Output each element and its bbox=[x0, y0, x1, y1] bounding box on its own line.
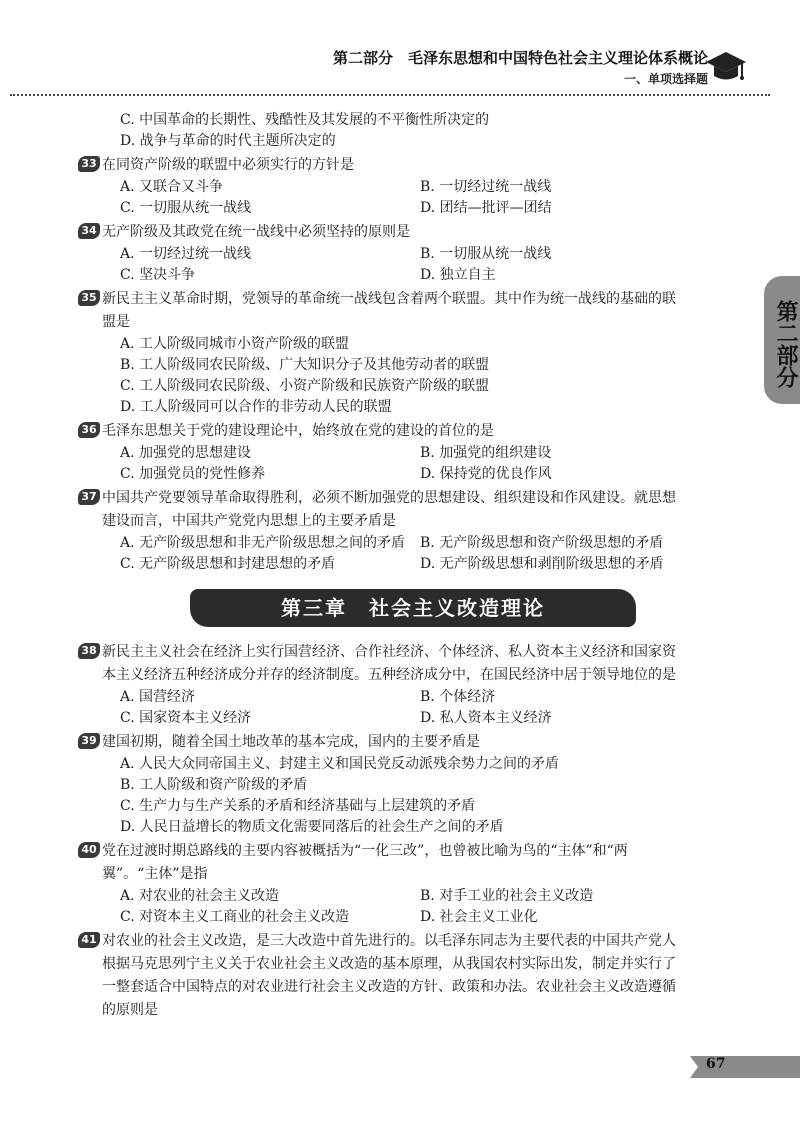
graduation-cap-icon bbox=[706, 50, 746, 86]
question-text bbox=[102, 840, 628, 886]
option-line: A. 一切经过统一战线 bbox=[120, 246, 252, 262]
option-line: D. 无产阶级思想和剥削阶级思想的矛盾 bbox=[420, 556, 664, 572]
question-text-line: 党在过渡时期总路线的主要内容被概括为“一化三改”，也曾被比喻为鸟的“主体”和“两 bbox=[102, 843, 628, 859]
question-number-badge: 38 bbox=[78, 643, 100, 659]
option-line: C. 一切服从统一战线 bbox=[120, 200, 252, 216]
option-line: B. 工人阶级和资产阶级的矛盾 bbox=[120, 777, 308, 793]
option-group bbox=[100, 687, 740, 729]
option-line: B. 无产阶级思想和资产阶级思想的矛盾 bbox=[420, 535, 664, 551]
option-line: D. 独立自主 bbox=[420, 267, 496, 283]
question-text bbox=[102, 930, 676, 1022]
option-line: A. 对农业的社会主义改造 bbox=[120, 888, 280, 904]
option-line: C. 工人阶级同农民阶级、小资产阶级和民族资产阶级的联盟 bbox=[120, 378, 490, 394]
question-stem bbox=[81, 154, 740, 177]
question-number-badge: 35 bbox=[78, 290, 100, 306]
question-text-line: 一整套适合中国特点的对农业进行社会主义改造的方针、政策和办法。农业社会主义改造遵循 bbox=[102, 979, 676, 995]
question-stem bbox=[81, 840, 740, 886]
question-stem bbox=[81, 221, 740, 244]
option-line: C. 国家资本主义经济 bbox=[120, 710, 252, 726]
question-block bbox=[81, 154, 740, 219]
option-line: B. 工人阶级同农民阶级、广大知识分子及其他劳动者的联盟 bbox=[120, 357, 490, 373]
question-block bbox=[81, 420, 740, 485]
option-line: B. 一切服从统一战线 bbox=[420, 246, 552, 262]
option-line: D. 团结—批评—团结 bbox=[420, 200, 552, 216]
question-text bbox=[102, 221, 410, 244]
question-stem bbox=[81, 930, 740, 1022]
chapter-banner bbox=[100, 583, 740, 635]
question-text-line: 的原则是 bbox=[102, 1002, 158, 1018]
question-number-badge: 41 bbox=[78, 932, 100, 948]
page-number: 67 bbox=[706, 1056, 726, 1072]
question-stem bbox=[81, 731, 740, 754]
question-text bbox=[102, 487, 676, 533]
question-text-line: 翼”。“主体”是指 bbox=[102, 866, 208, 882]
question-list-b bbox=[81, 641, 740, 1022]
option-line: B. 个体经济 bbox=[420, 689, 496, 705]
question-text-line: 毛泽东思想关于党的建设理论中，始终放在党的建设的首位的是 bbox=[102, 423, 494, 439]
question-text-line: 本主义经济五种经济成分并存的经济制度。五种经济成分中，在国民经济中居于领导地位的是 bbox=[102, 667, 676, 683]
question-text-line: 根据马克思列宁主义关于农业社会主义改造的基本原理，从我国农村实际出发，制定并实行了 bbox=[102, 956, 676, 972]
option-line: A. 人民大众同帝国主义、封建主义和国民党反动派残余势力之间的矛盾 bbox=[120, 756, 560, 772]
option-line: D. 人民日益增长的物质文化需要同落后的社会生产之间的矛盾 bbox=[120, 819, 504, 835]
option-line: C. 生产力与生产关系的矛盾和经济基础与上层建筑的矛盾 bbox=[120, 798, 476, 814]
question-block bbox=[81, 930, 740, 1022]
question-block bbox=[81, 840, 740, 928]
question-text-line: 在同资产阶级的联盟中必须实行的方针是 bbox=[102, 157, 354, 173]
option-group bbox=[100, 244, 740, 286]
question-block bbox=[81, 487, 740, 575]
option-line: B. 加强党的组织建设 bbox=[420, 445, 552, 461]
option-line: A. 国营经济 bbox=[120, 689, 196, 705]
option-line: D. 战争与革命的时代主题所决定的 bbox=[120, 133, 336, 149]
option-line: D. 工人阶级同可以合作的非劳动人民的联盟 bbox=[120, 399, 392, 415]
option-group bbox=[100, 334, 740, 418]
question-text-line: 新民主主义革命时期，党领导的革命统一战线包含着两个联盟。其中作为统一战线的基础的联 bbox=[102, 291, 676, 307]
question-list-a bbox=[81, 154, 740, 575]
question-text bbox=[102, 288, 676, 334]
question-text-line: 盟是 bbox=[102, 314, 130, 330]
option-line: A. 又联合又斗争 bbox=[120, 179, 224, 195]
option-group bbox=[100, 177, 740, 219]
option-line: D. 私人资本主义经济 bbox=[420, 710, 552, 726]
question-stem bbox=[81, 288, 740, 334]
question-number-badge: 36 bbox=[78, 422, 100, 438]
question-text-line: 新民主主义社会在经济上实行国营经济、合作社经济、个体经济、私人资本主义经济和国家资 bbox=[102, 644, 676, 660]
header-title: 第二部分 毛泽东思想和中国特色社会主义理论体系概论 bbox=[332, 49, 708, 67]
question-stem bbox=[81, 420, 740, 443]
question-text bbox=[102, 731, 480, 754]
option-line: B. 一切经过统一战线 bbox=[420, 179, 552, 195]
question-stem bbox=[81, 641, 740, 687]
section-side-tab: 第二部分 bbox=[764, 276, 800, 404]
question-number-badge: 40 bbox=[78, 842, 100, 858]
option-line: C. 加强党员的党性修养 bbox=[120, 466, 266, 482]
question-text bbox=[102, 420, 494, 443]
option-line: B. 对手工业的社会主义改造 bbox=[420, 888, 594, 904]
chapter-title: 第三章 社会主义改造理论 bbox=[190, 589, 636, 627]
question-text-line: 建设而言，中国共产党党内思想上的主要矛盾是 bbox=[102, 513, 396, 529]
question-text bbox=[102, 154, 354, 177]
question-number-badge: 33 bbox=[78, 156, 100, 172]
question-text bbox=[102, 641, 676, 687]
option-group bbox=[100, 886, 740, 928]
option-line: C. 中国革命的长期性、残酷性及其发展的不平衡性所决定的 bbox=[120, 112, 490, 128]
question-text-line: 对农业的社会主义改造，是三大改造中首先进行的。以毛泽东同志为主要代表的中国共产党人 bbox=[102, 933, 676, 949]
option-group bbox=[100, 533, 740, 575]
option-line: A. 工人阶级同城市小资产阶级的联盟 bbox=[120, 336, 350, 352]
question-text-line: 中国共产党要领导革命取得胜利，必须不断加强党的思想建设、组织建设和作风建设。就思想 bbox=[102, 490, 676, 506]
option-line: C. 对资本主义工商业的社会主义改造 bbox=[120, 909, 350, 925]
question-stem bbox=[81, 487, 740, 533]
option-line: C. 无产阶级思想和封建思想的矛盾 bbox=[120, 556, 336, 572]
question-number-badge: 39 bbox=[78, 733, 100, 749]
question-block bbox=[81, 288, 740, 418]
question-block bbox=[81, 731, 740, 838]
option-line: D. 保持党的优良作风 bbox=[420, 466, 552, 482]
question-number-badge: 37 bbox=[78, 489, 100, 505]
page-header bbox=[0, 0, 800, 100]
header-divider bbox=[10, 94, 770, 96]
question-text-line: 无产阶级及其政党在统一战线中必须坚持的原则是 bbox=[102, 224, 410, 240]
question-text-line: 建国初期，随着全国土地改革的基本完成，国内的主要矛盾是 bbox=[102, 734, 480, 750]
page-content bbox=[81, 110, 740, 1022]
option-line: C. 坚决斗争 bbox=[120, 267, 196, 283]
question-number-badge: 34 bbox=[78, 223, 100, 239]
header-subtitle: 一、单项选择题 bbox=[623, 72, 708, 86]
option-group bbox=[100, 443, 740, 485]
option-group bbox=[100, 754, 740, 838]
option-line: D. 社会主义工业化 bbox=[420, 909, 538, 925]
option-line: A. 无产阶级思想和非无产阶级思想之间的矛盾 bbox=[120, 535, 406, 551]
question-block bbox=[81, 221, 740, 286]
continued-options bbox=[100, 110, 740, 152]
option-line: A. 加强党的思想建设 bbox=[120, 445, 252, 461]
question-block bbox=[81, 641, 740, 729]
